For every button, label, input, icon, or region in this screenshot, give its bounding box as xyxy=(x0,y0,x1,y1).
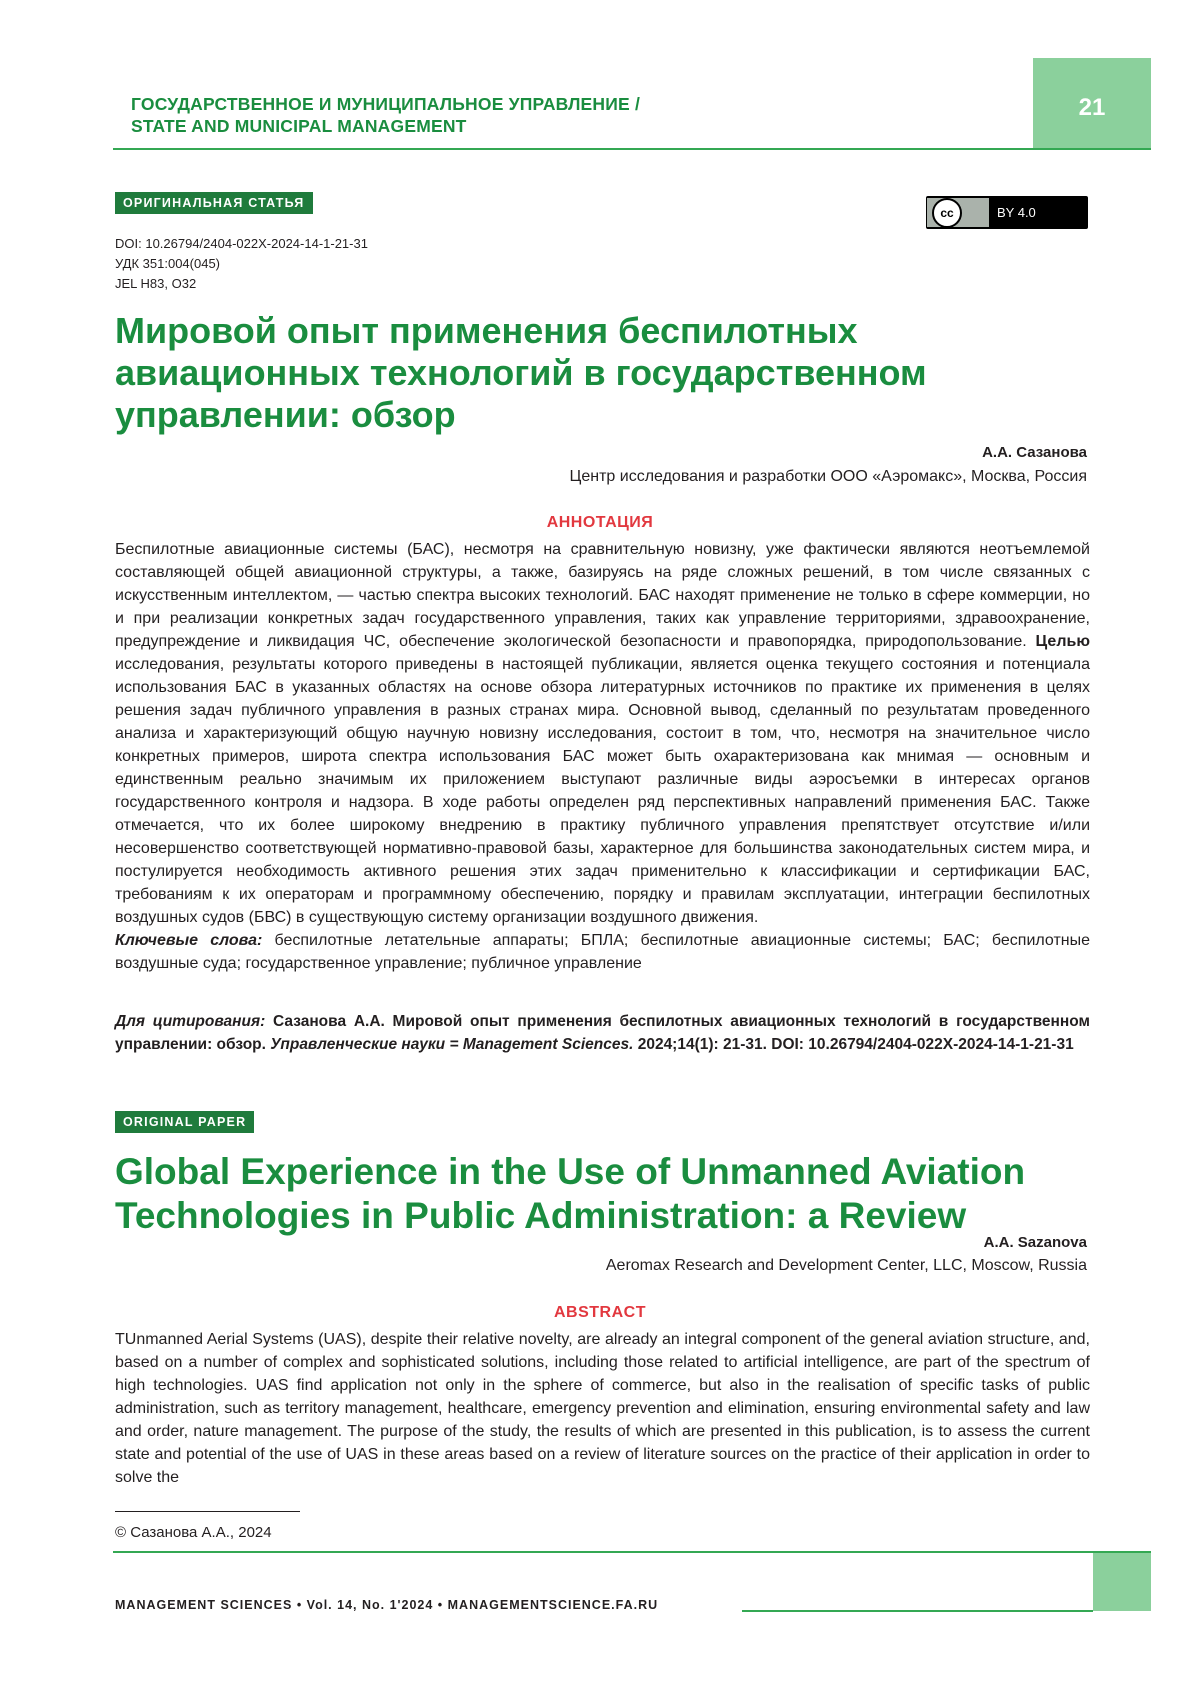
affiliation-en: Aeromax Research and Development Center, LLC, Moscow, Russia xyxy=(605,1257,1087,1274)
citation xyxy=(115,1010,1090,1056)
abstract-ru-body xyxy=(115,538,1090,929)
abstract-ru-goal-label: Целью xyxy=(1035,633,1090,650)
abstract-heading-ru: АННОТАЦИЯ xyxy=(546,514,654,531)
bottom-rule xyxy=(113,1551,1151,1553)
article-type-badge-en: ORIGINAL PAPER xyxy=(115,1111,254,1133)
author-ru: А.А. Сазанова xyxy=(982,444,1087,461)
license-text: BY 4.0 xyxy=(997,205,1036,220)
abstract-en xyxy=(115,1328,1090,1489)
affiliation-ru: Центр исследования и разработки ООО «Аэромакс», Москва, Россия xyxy=(569,468,1087,485)
jel: JEL H83, O32 xyxy=(115,276,197,291)
article-title-ru: Мировой опыт применения беспилотных авиационных технологий в государственном управлении: обзор xyxy=(115,310,927,435)
author-en: A.A. Sazanova xyxy=(983,1234,1087,1251)
citation-part2: 2024;14(1): 21-31. DOI: 10.26794/2404-022X-2024-14-1-21-31 xyxy=(637,1036,1074,1053)
abstract-ru-part1: Беспилотные авиационные системы (БАС), несмотря на сравнительную новизну, уже фактически являются неотъемлемой составляющей общей авиационной структуры, а также, базируясь на ряде сложных решений, в том числе связанных с искусственным интеллектом, — частью спектра высоких технологий. БАС находят применение не только в сфере коммерции, но и при реализации конкретных задач государственного управления, таких как управление территориями, здравоохранение, предупреждение и ликвидация ЧС, обеспечение экологической безопасности и правопорядка, природопользование. xyxy=(115,541,1090,650)
license-badge[interactable] xyxy=(926,196,1088,229)
journal-section-line2: STATE AND MUNICIPAL MANAGEMENT xyxy=(131,116,467,136)
journal-footer: MANAGEMENT SCIENCES • Vol. 14, No. 1'2024 • MANAGEMENTSCIENCE.FA.RU xyxy=(115,1598,659,1612)
udk: УДК 351:004(045) xyxy=(115,256,221,271)
page-number-box xyxy=(1033,58,1151,148)
keywords-ru xyxy=(115,929,1090,975)
keywords-label: Ключевые слова: xyxy=(115,932,263,949)
keywords-text: беспилотные летательные аппараты; БПЛА; беспилотные авиационные системы; БАС; беспилотные воздушные суда; государственное управление; публичное управление xyxy=(115,932,1091,972)
header-rule xyxy=(113,148,1151,150)
page-number: 21 xyxy=(1078,94,1106,121)
abstract-ru-part2: исследования, результаты которого приведены в настоящей публикации, является оценка текущего состояния и потенциала использования БАС в указанных областях на основе обзора литературных источников по практике их применения в целях решения задач публичного управления в разных странах мира. Основной вывод, сделанный по результатам проведенного анализа и характеризующий общую научную новизну исследования, состоит в том, что, несмотря на значительное число конкретных примеров, широта спектра использования БАС может быть охарактеризована как мнимая — основным и единственным реально значимым их приложением выступают различные виды аэросъемки в интересах органов государственного контроля и надзора. В ходе работы определен ряд перспективных направлений применения БАС. Также отмечается, что их более широкому внедрению в практику публичного управления препятствует отсутствие и/или несовершенство соответствующей нормативно-правовой базы, характерное для большинства законодательных систем мира, и постулируется необходимость активного решения этих задач применительно к классификации и сертификации БАС, требованиям к их операторам и программному обеспечению, порядку и правилам эксплуатации, интеграции беспилотных воздушных судов (БВС) в существующую систему организации воздушного движения. xyxy=(115,656,1090,926)
citation-label: Для цитирования: xyxy=(115,1013,266,1030)
footer-rule xyxy=(742,1610,1093,1612)
journal-section-line1: ГОСУДАРСТВЕННОЕ И МУНИЦИПАЛЬНОЕ УПРАВЛЕНИЕ / xyxy=(131,94,641,114)
abstract-heading-en: ABSTRACT xyxy=(554,1304,646,1321)
citation-journal: Управленческие науки = Management Sciences. xyxy=(270,1036,634,1053)
citation-part1: Сазанова А.А. Мировой опыт применения беспилотных авиационных технологий в государственном управлении: обзор. xyxy=(115,1013,1090,1053)
copyright: © Сазанова А.А., 2024 xyxy=(115,1524,272,1541)
journal-section-title xyxy=(131,93,640,137)
cc-icon: cc xyxy=(932,198,962,228)
article-type-badge-ru: ОРИГИНАЛЬНАЯ СТАТЬЯ xyxy=(115,192,313,214)
article-title-en: Global Experience in the Use of Unmanned Aviation Technologies in Public Administration: a Review xyxy=(115,1151,1026,1236)
abstract-en-body: TUnmanned Aerial Systems (UAS), despite their relative novelty, are already an integral component of the general aviation structure, and, based on a number of complex and sophisticated solutions, including those related to artificial intelligence, are part of the spectrum of high technologies. UAS find application not only in the sphere of commerce, but also in the realisation of specific tasks of public administration, such as territory management, healthcare, emergency prevention and elimination, ensuring environmental safety and law and order, nature management. The purpose of the study, the results of which are presented in this publication, is to assess the current state and potential of the use of UAS in these areas based on a review of literature sources on the practice of their application in order to solve the xyxy=(115,1331,1090,1486)
doi: DOI: 10.26794/2404-022X-2024-14-1-21-31 xyxy=(115,236,368,251)
article-meta xyxy=(115,234,368,294)
footnote-rule xyxy=(115,1511,300,1512)
cc-icon-area xyxy=(927,198,989,227)
abstract-ru xyxy=(115,538,1090,975)
bottom-corner-box xyxy=(1093,1553,1151,1611)
